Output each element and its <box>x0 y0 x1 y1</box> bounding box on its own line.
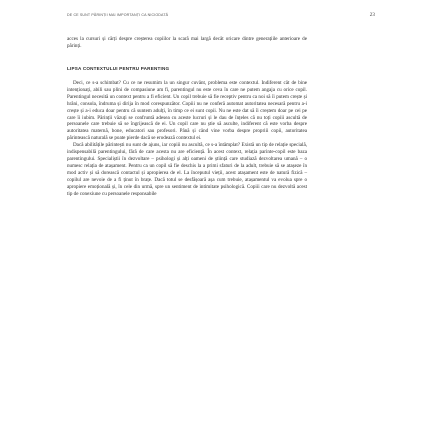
section-body <box>67 80 307 197</box>
body-paragraph-1: Deci, ce s-a schimbat? Cu ce ne resumim la un singur cuvânt, problema este contextul. Indiferent cât de bine intenționați, abili sau plini de compasiune am fi, parentingul nu este ceva în care ne putem angaja cu orice copil. Parentingul necesită un context pentru a fi eficient. Un copil trebuie să fie receptiv pentru ca noi să îi putem crește și hrăni, consola, îndruma și dirija în mod corespunzător. Copiii nu ne conferă automat autoritatea necesară pentru a-i crește și a-i educa doar pentru că suntem adulți, în timp ce ei sunt copii. Nu ne este dat să îi creștem doar pe cei pe care îi iubim. Părinții văzuți se confruntă adesea cu aceste lucruri și le dau de înțeles că nu toți copiii ascultă de persoanele care trebuie să se îngrijească de ei. Un copil care nu știe să asculte, indiferent că este vorba despre autoritatea maternă, bone, educatori sau profesori. Până și când vine vorba despre propriii copii, autoritatea părintească naturală se poate pierde dacă se erodează contextul ei. <box>67 80 307 142</box>
body-paragraph-2: Dacă abilitățile părintești nu sunt de ajuns, iar copiii nu ascultă, ce s-a întâmplat? Există un tip de relație specială, indispensabilă parentingului, fără de care acesta nu are eficiență. În acest context, relația parinte-copil este baza parentingului. Specialiștii în dezvoltare – psihologi și alți oameni de știință care studiază dezvoltarea umană – o numesc relația de atașament. Pentru ca un copil să fie deschis la a primi sfaturi de la adult, trebuie să se atașeze în mod activ și să dorească contactul și apropierea de el. La începutul vieții, acest atașament este de natură fizică – copilul are nevoie de a fi ținut în brațe. Dacă totul se desfășoară așa cum trebuie, atașamentul va evolua spre o apropiere emoțională și, în cele din urmă, spre un sentiment de intimitate psihologică. Copiii care nu dezvoltă acest tip de conexiune cu persoanele responsabile <box>67 142 307 197</box>
intro-text: acces la cursuri și cărți despre creșterea copiilor la scară mai largă decât oricare dintre generațiile anterioare de părinți. <box>67 36 307 49</box>
page-number: 23 <box>369 13 375 18</box>
running-header-title: DE CE SUNT PĂRINȚII MAI IMPORTANȚI CA NICIODATĂ <box>67 13 169 17</box>
intro-paragraph <box>67 36 307 50</box>
running-header <box>67 13 375 18</box>
section-heading: LIPSA CONTEXTULUI PENTRU PARENTING <box>67 66 170 71</box>
